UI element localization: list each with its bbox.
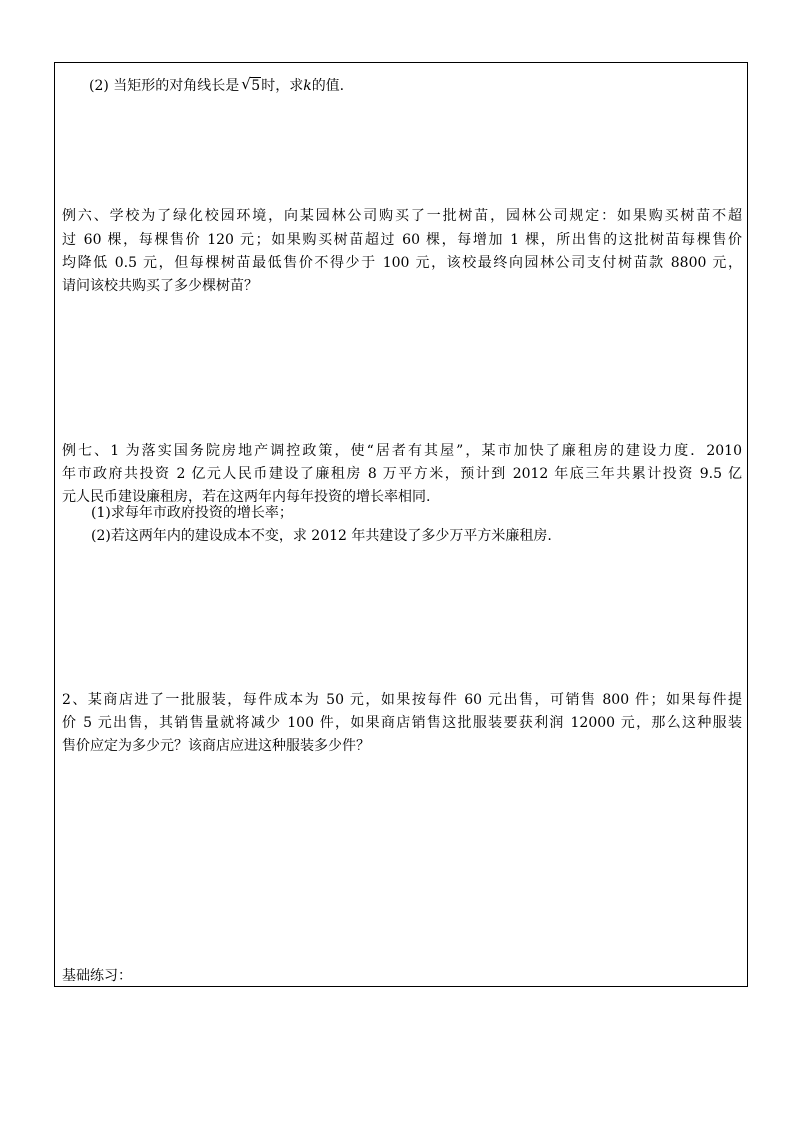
example7-line-2: 年市政府共投资 2 亿元人民币建设了廉租房 8 万平方米，预计到 2012 年底三年共累计投资 9.5 亿 [62, 466, 742, 482]
problem2-line-2: 价 5 元出售，其销售量就将减少 100 件，如果商店销售这批服装要获利润 12000 元，那么这种服装 [62, 715, 742, 731]
problem2-line-1: 2、某商店进了一批服装，每件成本为 50 元，如果按每件 60 元出售，可销售 800 件；如果每件提 [62, 692, 742, 708]
example7-line-1: 例七、1 为落实国务院房地产调控政策，使“居者有其屋”，某市加快了廉租房的建设力度．2010 [62, 443, 742, 459]
example7-subquestion-2: (2)若这两年内的建设成本不变，求 2012 年共建设了多少万平方米廉租房. [91, 528, 552, 544]
example6-line-3: 均降低 0.5 元，但每棵树苗最低售价不得少于 100 元，该校最终向园林公司支付树苗款 8800 元， [62, 255, 742, 271]
basic-practice-label: 基础练习： [62, 968, 132, 984]
q2-suffix: 的值. [311, 78, 345, 94]
example7-line-3: 元人民币建设廉租房，若在这两年内每年投资的增长率相同. [62, 489, 431, 505]
q2-prefix: (2) 当矩形的对角线长是 [89, 78, 240, 94]
q2-variable: k [303, 78, 312, 94]
question-2-subpart [89, 75, 740, 97]
example6-line-4: 请问该校共购买了多少棵树苗？ [62, 278, 258, 294]
q2-middle: 时，求 [261, 78, 304, 94]
example6-line-2: 过 60 棵，每棵售价 120 元；如果购买树苗超过 60 棵，每增加 1 棵，所出售的这批树苗每棵售价 [62, 232, 742, 248]
radicand: 5 [251, 78, 261, 94]
sqrt-expression [241, 75, 261, 97]
radical-sign-icon: √ [241, 75, 251, 93]
example6-line-1: 例六、学校为了绿化校园环境，向某园林公司购买了一批树苗，园林公司规定：如果购买树苗不超 [62, 208, 742, 224]
problem2-line-3: 售价应定为多少元？该商店应进这种服装多少件？ [62, 738, 370, 754]
example7-subquestion-1: (1)求每年市政府投资的增长率； [91, 505, 293, 521]
